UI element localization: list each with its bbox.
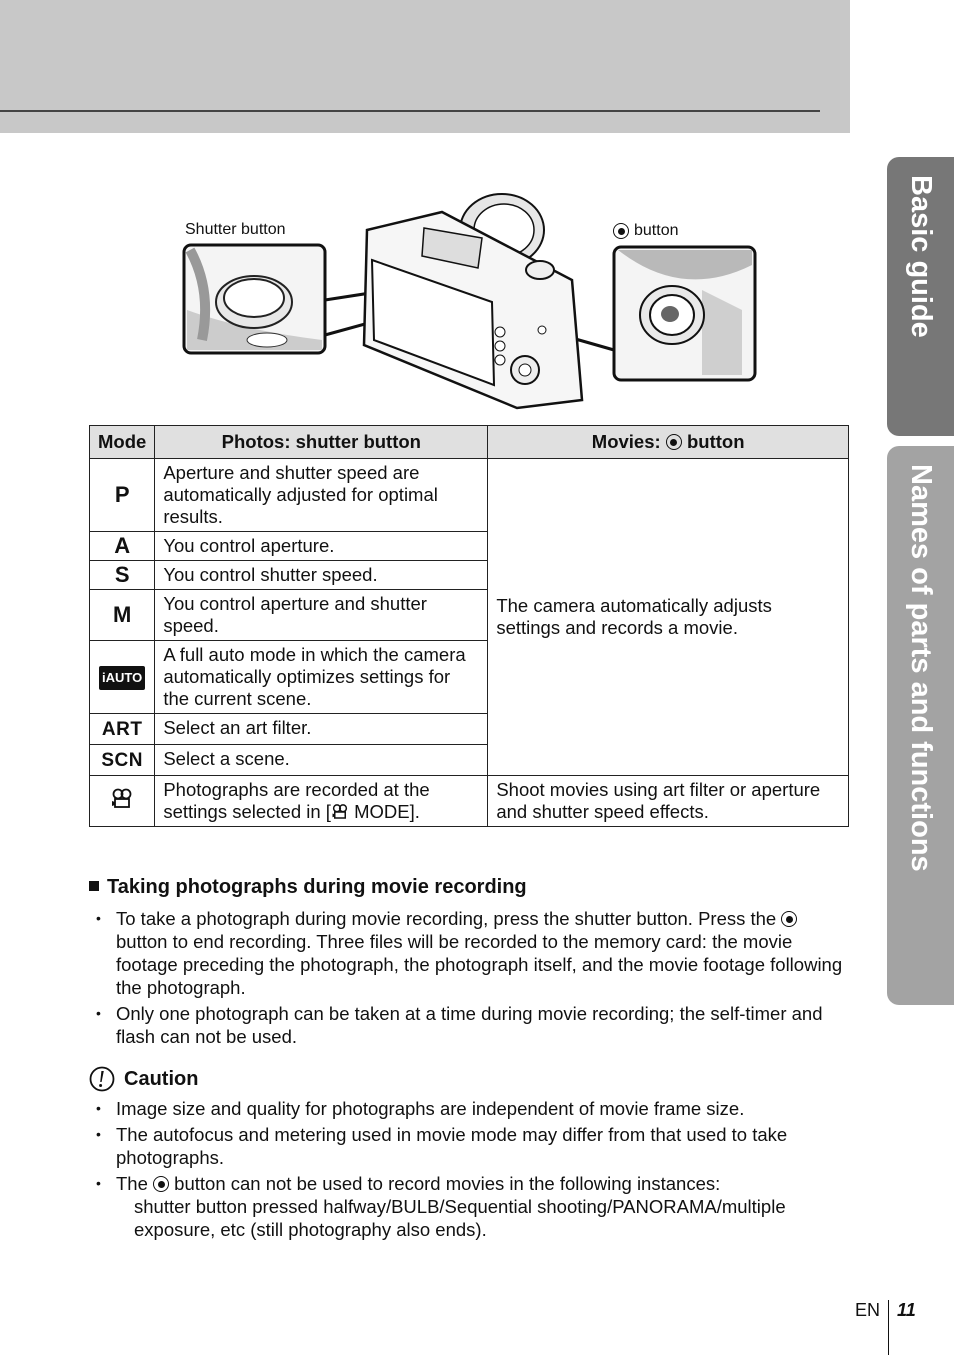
header-movies	[488, 426, 849, 459]
mode-s: S	[90, 561, 155, 590]
movie-photos-text-b: MODE].	[348, 801, 420, 822]
photos-cell: You control aperture.	[155, 532, 488, 561]
photos-cell: Select a scene.	[155, 745, 488, 776]
list-item: • The autofocus and metering used in movie mode may differ from that used to take photographs.	[96, 1123, 851, 1169]
section-heading-text: Taking photographs during movie recording	[107, 876, 527, 898]
caution-b3-text-b: button can not be used to record movies in the following instances:	[174, 1173, 721, 1194]
caution-heading	[89, 1066, 198, 1092]
list-item	[96, 907, 851, 999]
table-row	[90, 776, 849, 827]
art-mode-icon: ART	[101, 719, 143, 740]
header-rule	[0, 110, 820, 112]
tab-names-of-parts-label: Names of parts and functions	[905, 464, 937, 872]
shutter-inset	[184, 245, 325, 353]
mode-iauto	[90, 641, 155, 714]
caution-icon	[89, 1066, 115, 1092]
shutter-button-label: Shutter button	[185, 221, 286, 238]
movie-rec-icon	[153, 1176, 169, 1192]
movies-shared-cell: The camera automatically adjusts settings and records a movie.	[488, 459, 849, 776]
section-heading	[89, 876, 527, 899]
camera-body	[325, 194, 614, 408]
list-item: • Image size and quality for photographs are independent of movie frame size.	[96, 1097, 851, 1120]
mode-art	[90, 714, 155, 745]
mode-scn	[90, 745, 155, 776]
footer-lang: EN	[855, 1300, 881, 1320]
header-movies-prefix: Movies:	[591, 431, 661, 452]
movie-camera-icon	[331, 803, 349, 821]
mode-a: A	[90, 532, 155, 561]
tab-names-of-parts[interactable]	[887, 446, 954, 1005]
page-footer	[855, 1300, 916, 1355]
movie-photos-text-a: Photographs are recorded at the settings selected in [	[163, 779, 430, 822]
caution-b3-text-a: The	[116, 1173, 148, 1194]
tab-basic-guide[interactable]	[887, 157, 954, 436]
tab-basic-guide-label: Basic guide	[905, 175, 937, 338]
header-movies-suffix: button	[686, 431, 745, 452]
mode-table	[89, 425, 849, 827]
header-band	[0, 0, 850, 133]
movie-camera-icon	[110, 787, 134, 811]
caution-bullets	[96, 1097, 851, 1244]
square-bullet-icon	[89, 881, 99, 891]
iauto-mode-icon: iAUTO	[99, 666, 145, 690]
photos-cell: You control aperture and shutter speed.	[155, 590, 488, 641]
caution-b3-sub: shutter button pressed halfway/BULB/Sequential shooting/PANORAMA/multiple exposure, etc (still photography also ends).	[134, 1196, 786, 1240]
photos-cell	[155, 776, 488, 827]
table-row	[90, 459, 849, 532]
movies-cell: Shoot movies using art filter or aperture and shutter speed effects.	[488, 776, 849, 827]
bullet1-text-a: To take a photograph during movie recording, press the shutter button. Press the	[116, 908, 777, 929]
movie-rec-icon	[781, 911, 797, 927]
mode-p: P	[90, 459, 155, 532]
scn-mode-icon: SCN	[101, 750, 143, 771]
page-number: 11	[897, 1300, 916, 1320]
header-photos: Photos: shutter button	[155, 426, 488, 459]
table-header-row	[90, 426, 849, 459]
list-item	[96, 1172, 851, 1241]
bullet1-text-b: button to end recording. Three files will be recorded to the memory card: the movie footage preceding the photograph, the photograph itself, and the movie footage following the photograph.	[116, 931, 843, 998]
mode-movie	[90, 776, 155, 827]
rec-button-label-text: button	[634, 222, 679, 239]
photos-cell: A full auto mode in which the camera automatically optimizes settings for the current scene.	[155, 641, 488, 714]
caution-title: Caution	[124, 1067, 199, 1090]
section-bullets	[96, 907, 851, 1051]
mode-m: M	[90, 590, 155, 641]
rec-button-inset	[614, 247, 755, 380]
list-item: • Only one photograph can be taken at a time during movie recording; the self-timer and flash can not be used.	[96, 1002, 851, 1048]
header-mode: Mode	[90, 426, 155, 459]
photos-cell: Aperture and shutter speed are automatically adjusted for optimal results.	[155, 459, 488, 532]
camera-illustration	[182, 190, 762, 415]
photos-cell: You control shutter speed.	[155, 561, 488, 590]
movie-rec-icon	[666, 434, 682, 450]
photos-cell: Select an art filter.	[155, 714, 488, 745]
